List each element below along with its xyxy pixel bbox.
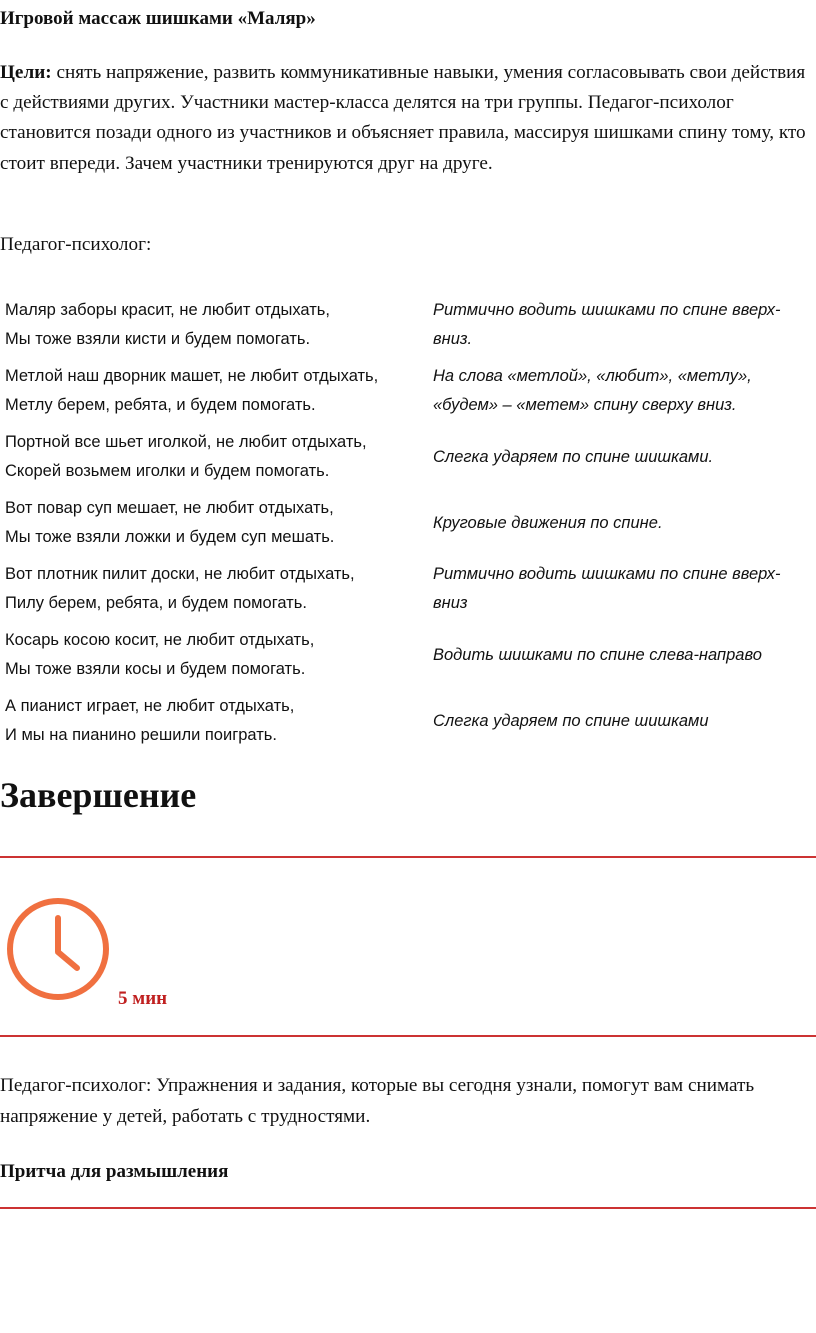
verse-action: На слова «метлой», «любит», «метлу», «будем» – «метем» спину сверху вниз.: [433, 367, 752, 414]
verses-table: [0, 292, 816, 754]
goals-paragraph: [0, 58, 815, 179]
teacher-label: Педагог-психолог:: [0, 234, 152, 255]
verse-line: А пианист играет, не любит отдыхать,: [5, 697, 295, 715]
verse-line: Вот плотник пилит доски, не любит отдыхать,: [5, 565, 355, 583]
closing-paragraph: Педагог-психолог: Упражнения и задания, которые вы сегодня узнали, помогут вам снимать напряжение у детей, работать с трудностями.: [0, 1075, 755, 1127]
verse-row: [0, 490, 816, 556]
verse-row: [0, 556, 816, 622]
section-title: Завершение: [0, 775, 197, 815]
verse-action: Слегка ударяем по спине шишками: [433, 711, 709, 730]
verse-row: [0, 688, 816, 754]
clock-icon: [5, 896, 111, 1002]
verse-line: Метлой наш дворник машет, не любит отдыхать,: [5, 367, 379, 385]
verse-line: Мы тоже взяли ложки и будем суп мешать.: [5, 528, 335, 546]
verse-row: [0, 622, 816, 688]
verse-text: [0, 292, 433, 358]
verse-text: [0, 358, 433, 424]
verse-line: Косарь косою косит, не любит отдыхать,: [5, 631, 315, 649]
verse-line: Вот повар суп мешает, не любит отдыхать,: [5, 499, 334, 517]
verse-text: [0, 424, 433, 490]
verse-action: Ритмично водить шишками по спине вверх-вниз.: [433, 301, 781, 348]
duration-label: 5 мин: [118, 988, 168, 1009]
verse-row: [0, 424, 816, 490]
verse-row: [0, 292, 816, 358]
verse-line: Метлу берем, ребята, и будем помогать.: [5, 396, 316, 414]
verse-action: Круговые движения по спине.: [433, 513, 663, 532]
verse-line: Скорей возьмем иголки и будем помогать.: [5, 462, 330, 480]
verse-line: Пилу берем, ребята, и будем помогать.: [5, 594, 307, 612]
verse-line: Портной все шьет иголкой, не любит отдыхать,: [5, 433, 367, 451]
verse-text: [0, 688, 433, 754]
divider-line: [0, 856, 816, 858]
divider-line: [0, 1035, 816, 1037]
verse-action: Водить шишками по спине слева-направо: [433, 645, 762, 664]
verse-text: [0, 490, 433, 556]
verse-text: [0, 556, 433, 622]
parable-title: Притча для размышления: [0, 1161, 229, 1182]
verse-text: [0, 622, 433, 688]
verse-line: Мы тоже взяли кисти и будем помогать.: [5, 330, 311, 348]
goals-label: Цели:: [0, 62, 52, 83]
verse-line: И мы на пианино решили поиграть.: [5, 726, 277, 744]
goals-text: снять напряжение, развить коммуникативные навыки, умения согласовывать свои действия с действиями других. Участники мастер-класса делятся на три группы. Педагог-психолог становится позади одного из участников и объясняет правила, массируя шишками спину тому, кто стоит впереди. Зачем участники тренируются друг на друге.: [0, 62, 806, 174]
divider-line: [0, 1207, 816, 1209]
verse-row: [0, 358, 816, 424]
verse-action: Слегка ударяем по спине шишками.: [433, 447, 714, 466]
game-title: Игровой массаж шишками «Маляр»: [0, 8, 316, 29]
verse-action: Ритмично водить шишками по спине вверх-вниз: [433, 565, 781, 612]
verse-line: Маляр заборы красит, не любит отдыхать,: [5, 301, 330, 319]
verse-line: Мы тоже взяли косы и будем помогать.: [5, 660, 306, 678]
